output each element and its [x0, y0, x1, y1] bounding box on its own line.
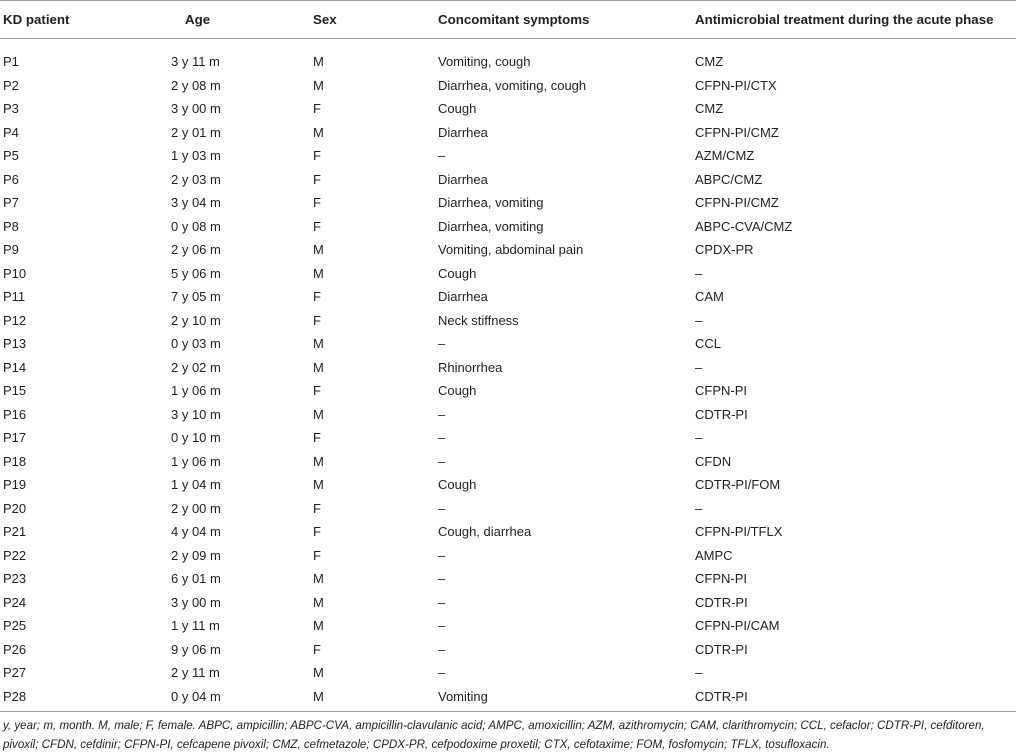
cell-sex: F [313, 312, 321, 328]
table-body [0, 39, 1016, 712]
cell-sex: M [313, 571, 324, 587]
cell-symptoms: Cough [438, 101, 477, 117]
cell-patient-id: P27 [3, 665, 27, 681]
table-footnote: y, year; m, month. M, male; F, female. ABPC, ampicillin; ABPC-CVA, ampicillin-clavulanic acid; AMPC, amoxicillin; AZM, azithromycin; CAM, clarithromycin; CCL, cefaclor; CDTR-PI, cefditoren, pivoxil; CFDN, cefdinir; CFPN-PI, cefcapene pivoxil; CMZ, cefmetazole; CPDX-PR, cefpodoxime proxetil; CTX, cefotaxime; FOM, fosfomycin; TFLX, tosufloxacin. [3, 719, 985, 751]
header-row [0, 1, 1016, 39]
cell-age: 3 y 04 m [171, 195, 221, 211]
cell-symptoms: – [438, 665, 446, 681]
cell-symptoms: Diarrhea, vomiting [438, 195, 544, 211]
cell-treatment: AMPC [695, 547, 733, 563]
cell-sex: M [313, 77, 324, 93]
cell-treatment: CMZ [695, 54, 724, 70]
cell-symptoms: – [438, 148, 446, 164]
cell-treatment: ABPC/CMZ [695, 171, 763, 187]
table-row [0, 544, 1016, 568]
cell-patient-id: P7 [3, 195, 19, 211]
cell-sex: F [313, 641, 321, 657]
cell-age: 1 y 04 m [171, 477, 221, 493]
cell-treatment: CFPN-PI/CTX [695, 77, 777, 93]
cell-patient-id: P8 [3, 218, 19, 234]
cell-patient-id: P10 [3, 265, 27, 281]
cell-symptoms: Cough, diarrhea [438, 524, 532, 540]
cell-age: 0 y 04 m [120, 685, 310, 712]
cell-age: 2 y 10 m [171, 312, 221, 328]
cell-age: 2 y 01 m [171, 124, 221, 140]
cell-sex: F [313, 289, 321, 305]
cell-sex: F [313, 218, 321, 234]
header-antimicrobial-treatment: Antimicrobial treatment during the acute phase [692, 1, 1016, 39]
cell-patient-id: P21 [3, 524, 27, 540]
table-header [0, 1, 1016, 39]
table-row [0, 661, 1016, 685]
table-row [0, 215, 1016, 239]
cell-patient-id: P23 [3, 571, 27, 587]
cell-treatment: CFPN-PI/CAM [695, 618, 780, 634]
cell-age: 2 y 03 m [171, 171, 221, 187]
table-row [0, 262, 1016, 286]
table-row [0, 638, 1016, 662]
cell-treatment: AZM/CMZ [695, 148, 755, 164]
table-row [0, 591, 1016, 615]
header-age: Age [120, 1, 310, 39]
cell-patient-id: P16 [3, 406, 27, 422]
table-row [0, 191, 1016, 215]
cell-symptoms: Vomiting, cough [438, 54, 531, 70]
cell-symptoms: Cough [438, 265, 477, 281]
cell-treatment: – [695, 312, 703, 328]
cell-age: 0 y 08 m [171, 218, 221, 234]
cell-symptoms: – [438, 406, 446, 422]
cell-sex: F [313, 500, 321, 516]
cell-sex: F [313, 148, 321, 164]
table-row [0, 309, 1016, 333]
table-row [0, 332, 1016, 356]
header-kd-patient: KD patient [0, 1, 120, 39]
cell-patient-id: P14 [3, 359, 27, 375]
cell-age: 3 y 00 m [171, 101, 221, 117]
cell-treatment: CDTR-PI [695, 641, 748, 657]
cell-symptoms: Diarrhea [438, 171, 488, 187]
cell-treatment: CFPN-PI/TFLX [695, 524, 783, 540]
cell-age: 2 y 00 m [171, 500, 221, 516]
cell-treatment: – [695, 665, 703, 681]
cell-treatment: – [695, 265, 703, 281]
cell-treatment: CFPN-PI [695, 383, 747, 399]
cell-treatment: – [695, 359, 703, 375]
cell-sex: M [313, 54, 324, 70]
table-row [0, 121, 1016, 145]
cell-symptoms: – [438, 453, 446, 469]
cell-age: 5 y 06 m [171, 265, 221, 281]
cell-age: 1 y 03 m [171, 148, 221, 164]
cell-symptoms: Diarrhea [438, 289, 488, 305]
cell-symptoms: Diarrhea, vomiting, cough [438, 77, 587, 93]
cell-treatment: CDTR-PI [695, 406, 748, 422]
table-row [0, 74, 1016, 98]
cell-patient-id: P2 [3, 77, 19, 93]
cell-age: 2 y 09 m [171, 547, 221, 563]
cell-symptoms: Neck stiffness [438, 312, 519, 328]
cell-treatment: CDTR-PI/FOM [695, 477, 781, 493]
cell-sex: F [313, 524, 321, 540]
cell-patient-id: P20 [3, 500, 27, 516]
cell-symptoms: – [438, 618, 446, 634]
cell-sex: M [313, 406, 324, 422]
cell-age: 4 y 04 m [171, 524, 221, 540]
cell-sex: M [313, 336, 324, 352]
cell-age: 7 y 05 m [171, 289, 221, 305]
table-row [0, 168, 1016, 192]
table-row [0, 685, 1016, 712]
cell-patient-id: P17 [3, 430, 27, 446]
cell-symptoms: – [438, 641, 446, 657]
cell-treatment: – [695, 500, 703, 516]
cell-symptoms: – [438, 336, 446, 352]
cell-sex: M [313, 477, 324, 493]
table-row [0, 520, 1016, 544]
cell-symptoms: Vomiting, abdominal pain [438, 242, 584, 258]
cell-symptoms: Cough [438, 477, 477, 493]
header-sex: Sex [310, 1, 435, 39]
cell-treatment: CMZ [695, 101, 724, 117]
cell-age: 3 y 11 m [171, 54, 220, 70]
cell-symptoms: – [438, 594, 446, 610]
cell-symptoms: Vomiting [435, 685, 692, 712]
cell-age: 9 y 06 m [171, 641, 221, 657]
table-row [0, 39, 1016, 74]
cell-treatment: ABPC-CVA/CMZ [695, 218, 793, 234]
cell-sex: M [313, 618, 324, 634]
cell-patient-id: P13 [3, 336, 27, 352]
cell-symptoms: – [438, 430, 446, 446]
cell-patient-id: P5 [3, 148, 19, 164]
cell-patient-id: P15 [3, 383, 27, 399]
cell-treatment: CDTR-PI [692, 685, 1016, 712]
cell-treatment: CFPN-PI/CMZ [695, 195, 779, 211]
table-row [0, 356, 1016, 380]
cell-sex: F [313, 195, 321, 211]
cell-treatment: CFDN [695, 453, 732, 469]
cell-sex: M [313, 265, 324, 281]
cell-patient-id: P26 [3, 641, 27, 657]
cell-patient-id: P3 [3, 101, 19, 117]
table-row [0, 144, 1016, 168]
cell-patient-id: P4 [3, 124, 19, 140]
table-row [0, 567, 1016, 591]
cell-symptoms: Diarrhea [438, 124, 488, 140]
header-concomitant-symptoms: Concomitant symptoms [435, 1, 692, 39]
cell-age: 6 y 01 m [171, 571, 221, 587]
cell-sex: F [313, 547, 321, 563]
cell-age: 1 y 06 m [171, 383, 221, 399]
cell-patient-id: P9 [3, 242, 19, 258]
cell-sex: M [313, 594, 324, 610]
cell-sex: M [313, 124, 324, 140]
cell-treatment: – [695, 430, 703, 446]
cell-sex: F [313, 430, 321, 446]
table-row [0, 97, 1016, 121]
table-row [0, 497, 1016, 521]
cell-sex: M [310, 685, 435, 712]
cell-symptoms: – [438, 571, 446, 587]
cell-sex: M [313, 665, 324, 681]
table-row [0, 614, 1016, 638]
cell-patient-id: P25 [3, 618, 27, 634]
cell-treatment: CFPN-PI [695, 571, 747, 587]
cell-sex: F [313, 383, 321, 399]
table-row [0, 426, 1016, 450]
cell-treatment: CAM [695, 289, 724, 305]
cell-treatment: CDTR-PI [695, 594, 748, 610]
table-row [0, 379, 1016, 403]
cell-age: 2 y 11 m [171, 665, 220, 681]
cell-sex: F [313, 171, 321, 187]
table-row [0, 403, 1016, 427]
cell-patient-id: P19 [3, 477, 27, 493]
table-row [0, 473, 1016, 497]
cell-age: 1 y 11 m [171, 618, 220, 634]
cell-age: 0 y 03 m [171, 336, 221, 352]
cell-age: 3 y 10 m [171, 406, 221, 422]
table-row [0, 285, 1016, 309]
cell-patient-id: P24 [3, 594, 27, 610]
cell-symptoms: – [438, 547, 446, 563]
cell-symptoms: – [438, 500, 446, 516]
cell-sex: M [313, 453, 324, 469]
cell-patient-id: P18 [3, 453, 27, 469]
cell-treatment: CPDX-PR [695, 242, 754, 258]
cell-age: 2 y 02 m [171, 359, 221, 375]
cell-patient-id: P22 [3, 547, 27, 563]
cell-patient-id: P12 [3, 312, 27, 328]
cell-symptoms: Cough [438, 383, 477, 399]
cell-age: 1 y 06 m [171, 453, 221, 469]
cell-patient-id: P28 [0, 685, 120, 712]
cell-patient-id: P11 [3, 289, 26, 305]
cell-age: 2 y 06 m [171, 242, 221, 258]
cell-age: 2 y 08 m [171, 77, 221, 93]
table-row [0, 450, 1016, 474]
cell-symptoms: Diarrhea, vomiting [438, 218, 544, 234]
table-row [0, 238, 1016, 262]
cell-age: 3 y 00 m [171, 594, 221, 610]
cell-patient-id: P6 [3, 171, 19, 187]
cell-sex: F [313, 101, 321, 117]
cell-patient-id: P1 [3, 54, 19, 70]
cell-age: 0 y 10 m [171, 430, 221, 446]
cell-symptoms: Rhinorrhea [438, 359, 503, 375]
cell-sex: M [313, 359, 324, 375]
cell-treatment: CCL [695, 336, 722, 352]
cell-treatment: CFPN-PI/CMZ [695, 124, 779, 140]
cell-sex: M [313, 242, 324, 258]
